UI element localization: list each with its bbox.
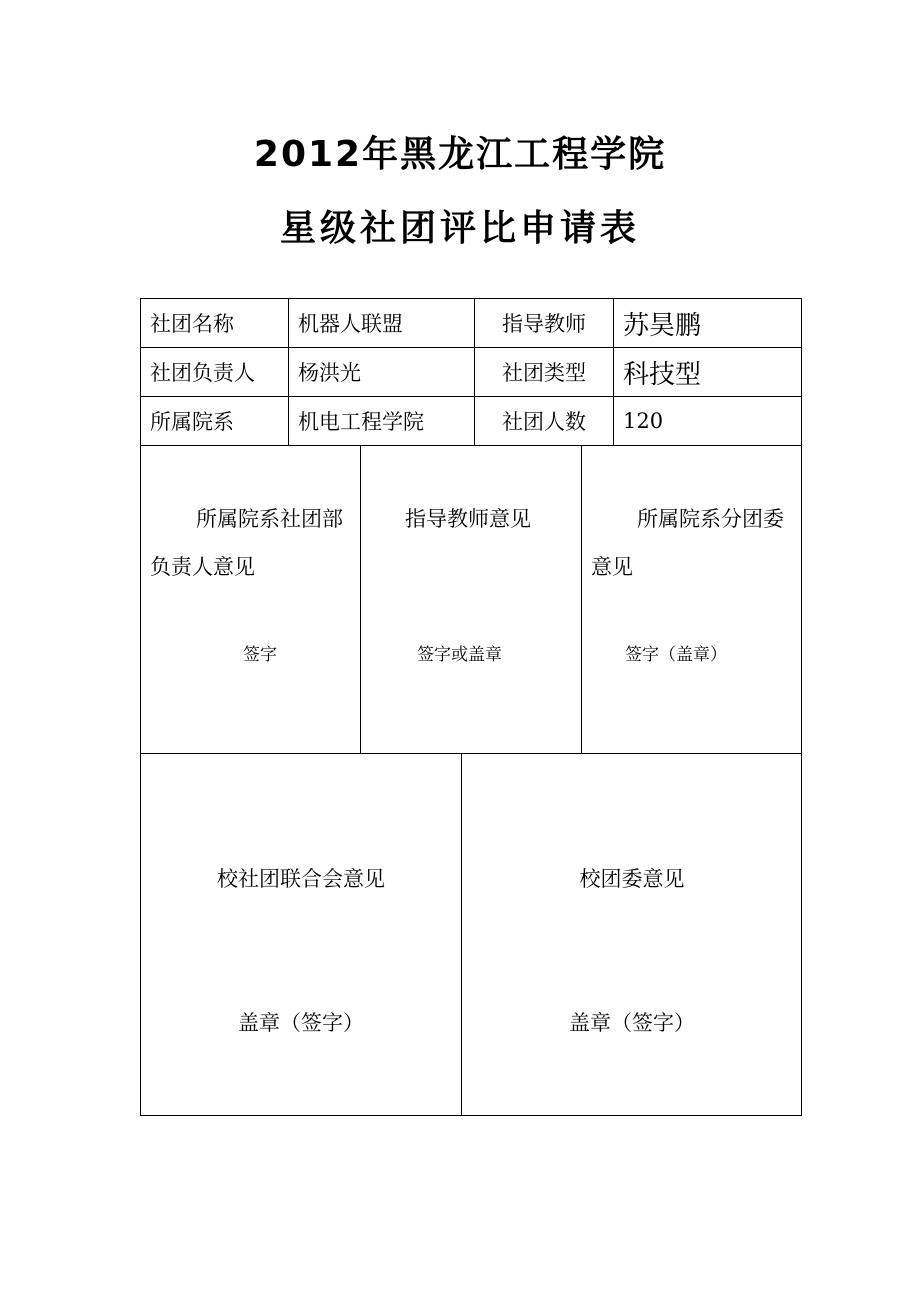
opinion-row-1 bbox=[140, 445, 802, 754]
advisor-opinion-cell bbox=[361, 445, 582, 753]
union-opinion-heading: 校社团联合会意见 bbox=[217, 867, 385, 891]
dept-league-sign-label: 签字（盖章） bbox=[625, 645, 727, 665]
dept-value: 机电工程学院 bbox=[289, 397, 475, 446]
info-table bbox=[140, 298, 802, 446]
advisor-label: 指导教师 bbox=[475, 299, 614, 348]
leader-label: 社团负责人 bbox=[141, 348, 289, 397]
type-value: 科技型 bbox=[614, 348, 802, 397]
dept-league-opinion-cell bbox=[582, 445, 802, 753]
union-sign-label: 盖章（签字） bbox=[238, 1011, 364, 1035]
advisor-value: 苏昊鹏 bbox=[614, 299, 802, 348]
opinion-row-2 bbox=[140, 753, 802, 1116]
league-opinion-cell bbox=[462, 753, 802, 1115]
leader-value: 杨洪光 bbox=[289, 348, 475, 397]
club-name-label: 社团名称 bbox=[141, 299, 289, 348]
club-name-value: 机器人联盟 bbox=[289, 299, 475, 348]
type-label: 社团类型 bbox=[475, 348, 614, 397]
dept-league-opinion-heading: 所属院系分团委意见 bbox=[591, 507, 784, 579]
league-sign-label: 盖章（签字） bbox=[569, 1011, 695, 1035]
advisor-sign-label: 签字或盖章 bbox=[417, 645, 502, 665]
title-line-1: 2012年黑龙江工程学院 bbox=[253, 134, 667, 175]
league-opinion-heading: 校团委意见 bbox=[579, 867, 685, 891]
dept-club-opinion-heading: 所属院系社团部负责人意见 bbox=[150, 507, 343, 579]
members-value: 120 bbox=[614, 397, 802, 446]
title-line-2: 星级社团评比申请表 bbox=[279, 208, 640, 249]
dept-club-opinion-cell bbox=[141, 445, 361, 753]
members-label: 社团人数 bbox=[475, 397, 614, 446]
union-opinion-cell bbox=[141, 753, 462, 1115]
dept-club-sign-label: 签字 bbox=[243, 645, 277, 665]
dept-label: 所属院系 bbox=[141, 397, 289, 446]
advisor-opinion-heading: 指导教师意见 bbox=[405, 507, 531, 531]
